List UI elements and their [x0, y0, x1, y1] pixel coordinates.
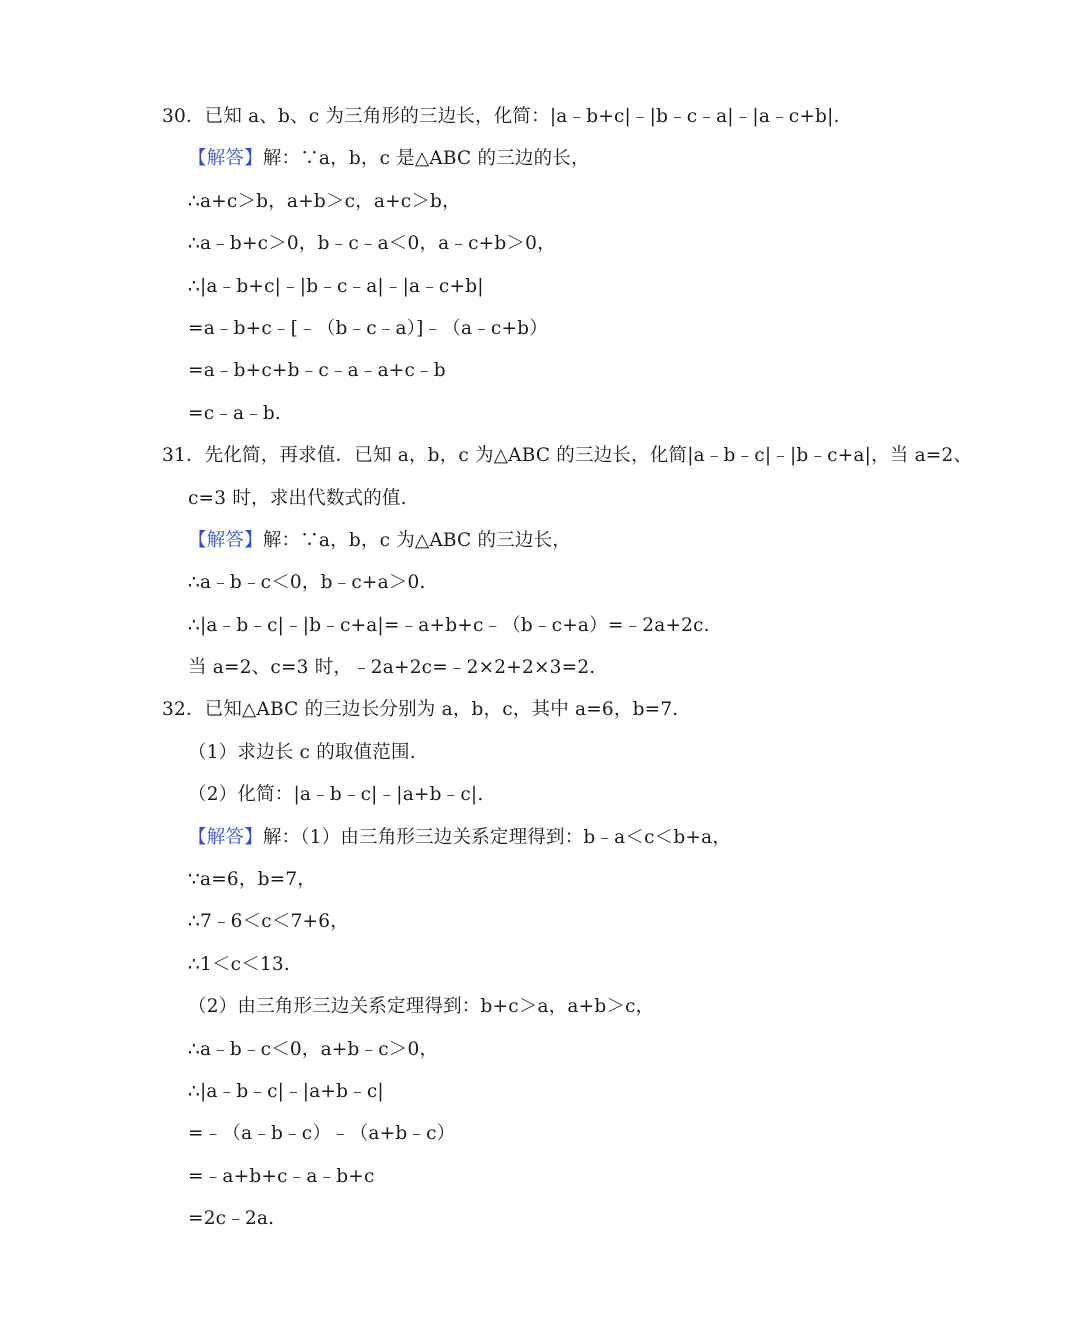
- answer-line: ∴a+c＞b，a+b＞c，a+c＞b，: [188, 190, 461, 212]
- answer-text: 解：∵a，b，c 是△ABC 的三边的长，: [262, 148, 590, 170]
- problem-30-answer-first-line: [0, 138, 1080, 180]
- answer-line: ∴a﹣b﹣c＜0，a+b﹣c＞0，: [188, 1038, 439, 1060]
- problem-31-answer-first-line: [0, 520, 1080, 562]
- answer-line: ∴|a﹣b﹣c|﹣|b﹣c+a|=﹣a+b+c﹣（b﹣c+a）=﹣2a+2c.: [188, 614, 710, 636]
- answer-line: =c﹣a﹣b.: [188, 402, 282, 424]
- answer-line: ∴a﹣b﹣c＜0，b﹣c+a＞0.: [188, 572, 426, 594]
- problem-32-subquestion-1: （1）求边长 c 的取值范围.: [188, 741, 416, 763]
- answer-line: ∴|a﹣b+c|﹣|b﹣c﹣a|﹣|a﹣c+b|: [188, 275, 484, 297]
- problem-31-question: 31．先化简，再求值．已知 a，b，c 为△ABC 的三边长，化简|a﹣b﹣c|﹣|b﹣c+a|，当 a=2、: [162, 445, 973, 467]
- answer-line: ∴1＜c＜13.: [188, 953, 290, 975]
- answer-line: =2c﹣2a.: [188, 1208, 275, 1230]
- answer-line: =﹣a+b+c﹣a﹣b+c: [188, 1165, 375, 1187]
- answer-line: =﹣（a﹣b﹣c）﹣（a+b﹣c）: [188, 1123, 456, 1145]
- problem-31-question-cont: c=3 时，求出代数式的值.: [188, 487, 407, 509]
- answer-text: 解：∵a，b，c 为△ABC 的三边长，: [262, 529, 571, 551]
- answer-line: 当 a=2、c=3 时，﹣2a+2c=﹣2×2+2×3=2.: [188, 657, 596, 679]
- answer-line: ∵a=6，b=7，: [188, 869, 316, 891]
- problem-32-answer-first-line: [0, 817, 1080, 859]
- answer-line: ∴7﹣6＜c＜7+6，: [188, 911, 349, 933]
- answer-tag: 【解答】: [188, 148, 263, 170]
- problem-30-question: 30．已知 a、b、c 为三角形的三边长，化简：|a﹣b+c|﹣|b﹣c﹣a|﹣|a﹣c+b|.: [162, 106, 840, 127]
- answer-line: ∴a﹣b+c＞0，b﹣c﹣a＜0，a﹣c+b＞0，: [188, 233, 556, 255]
- problem-32-question: 32．已知△ABC 的三边长分别为 a，b，c，其中 a=6，b=7.: [162, 699, 679, 721]
- answer-line: =a﹣b+c+b﹣c﹣a﹣a+c﹣b: [188, 360, 446, 382]
- answer-line: ∴|a﹣b﹣c|﹣|a+b﹣c|: [188, 1080, 384, 1102]
- answer-line: （2）由三角形三边关系定理得到：b+c＞a，a+b＞c，: [188, 996, 655, 1018]
- problem-32-subquestion-2: （2）化简：|a﹣b﹣c|﹣|a+b﹣c|.: [188, 784, 484, 806]
- answer-line: =a﹣b+c﹣[﹣（b﹣c﹣a）]﹣（a﹣c+b）: [188, 317, 548, 339]
- answer-text: 解：（1）由三角形三边关系定理得到：b﹣a＜c＜b+a，: [262, 826, 732, 848]
- document-page: [0, 96, 1080, 1241]
- answer-tag: 【解答】: [188, 529, 263, 551]
- answer-tag: 【解答】: [188, 826, 263, 848]
